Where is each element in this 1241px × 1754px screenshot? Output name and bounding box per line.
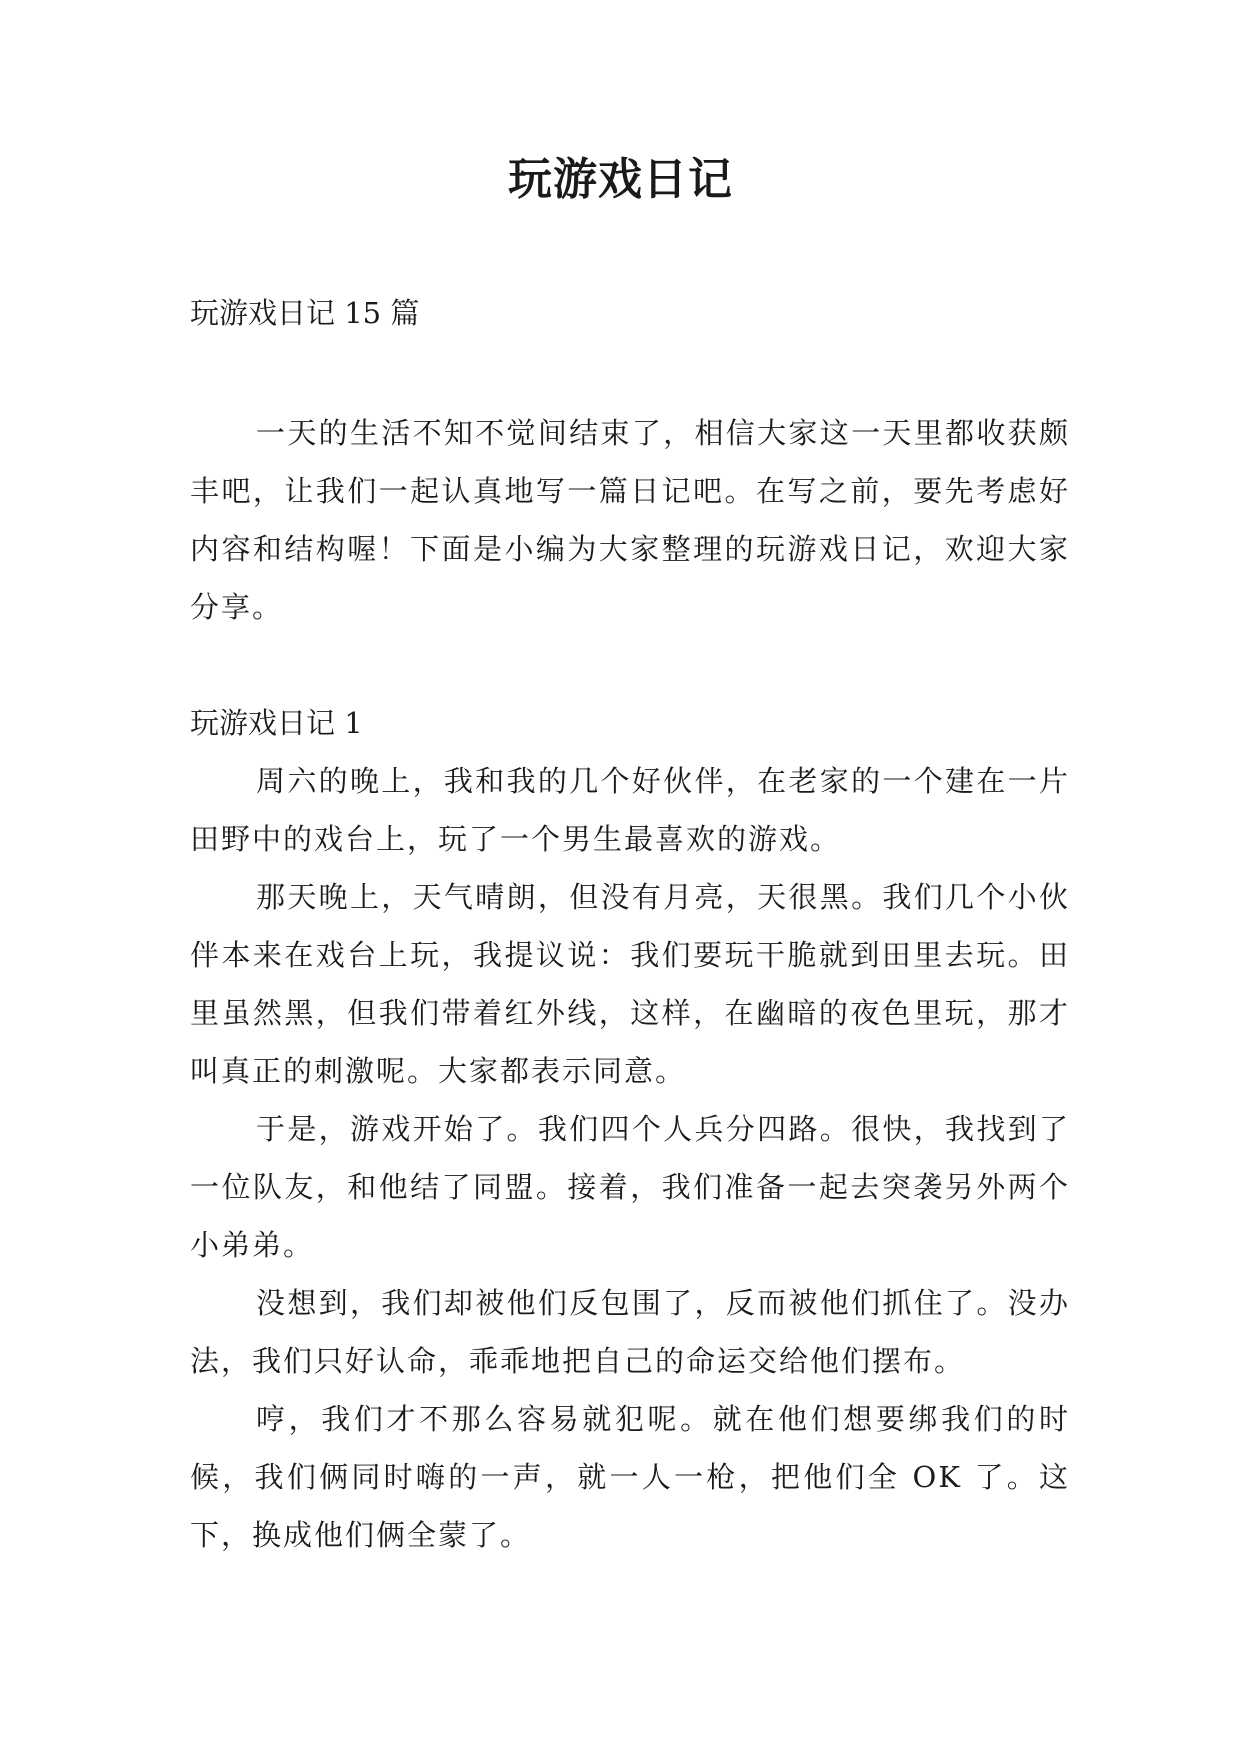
- intro-section: [190, 404, 1070, 636]
- document-subtitle: 玩游戏日记 15 篇: [190, 296, 420, 330]
- story-paragraph-4: 没想到，我们却被他们反包围了，反而被他们抓住了。没办法，我们只好认命，乖乖地把自己的命运交给他们摆布。: [190, 1286, 1070, 1378]
- section-heading: 玩游戏日记 1: [190, 706, 363, 740]
- intro-paragraph: 一天的生活不知不觉间结束了，相信大家这一天里都收获颇丰吧，让我们一起认真地写一篇日记吧。在写之前，要先考虑好内容和结构喔！下面是小编为大家整理的玩游戏日记，欢迎大家分享。: [190, 416, 1070, 624]
- story-paragraph-2: 那天晚上，天气晴朗，但没有月亮，天很黑。我们几个小伙伴本来在戏台上玩，我提议说：我们要玩干脆就到田里去玩。田里虽然黑，但我们带着红外线，这样，在幽暗的夜色里玩，那才叫真正的刺激呢。大家都表示同意。: [190, 880, 1070, 1088]
- story-paragraph-3: 于是，游戏开始了。我们四个人兵分四路。很快，我找到了一位队友，和他结了同盟。接着，我们准备一起去突袭另外两个小弟弟。: [190, 1112, 1070, 1262]
- story-paragraph-5: 哼，我们才不那么容易就犯呢。就在他们想要绑我们的时候，我们俩同时嗨的一声，就一人一枪，把他们全 OK 了。这下，换成他们俩全蒙了。: [190, 1402, 1070, 1552]
- story-paragraph-1: 周六的晚上，我和我的几个好伙伴，在老家的一个建在一片田野中的戏台上，玩了一个男生最喜欢的游戏。: [190, 764, 1070, 856]
- story-section: [190, 752, 1070, 1564]
- document-title: 玩游戏日记: [508, 154, 733, 205]
